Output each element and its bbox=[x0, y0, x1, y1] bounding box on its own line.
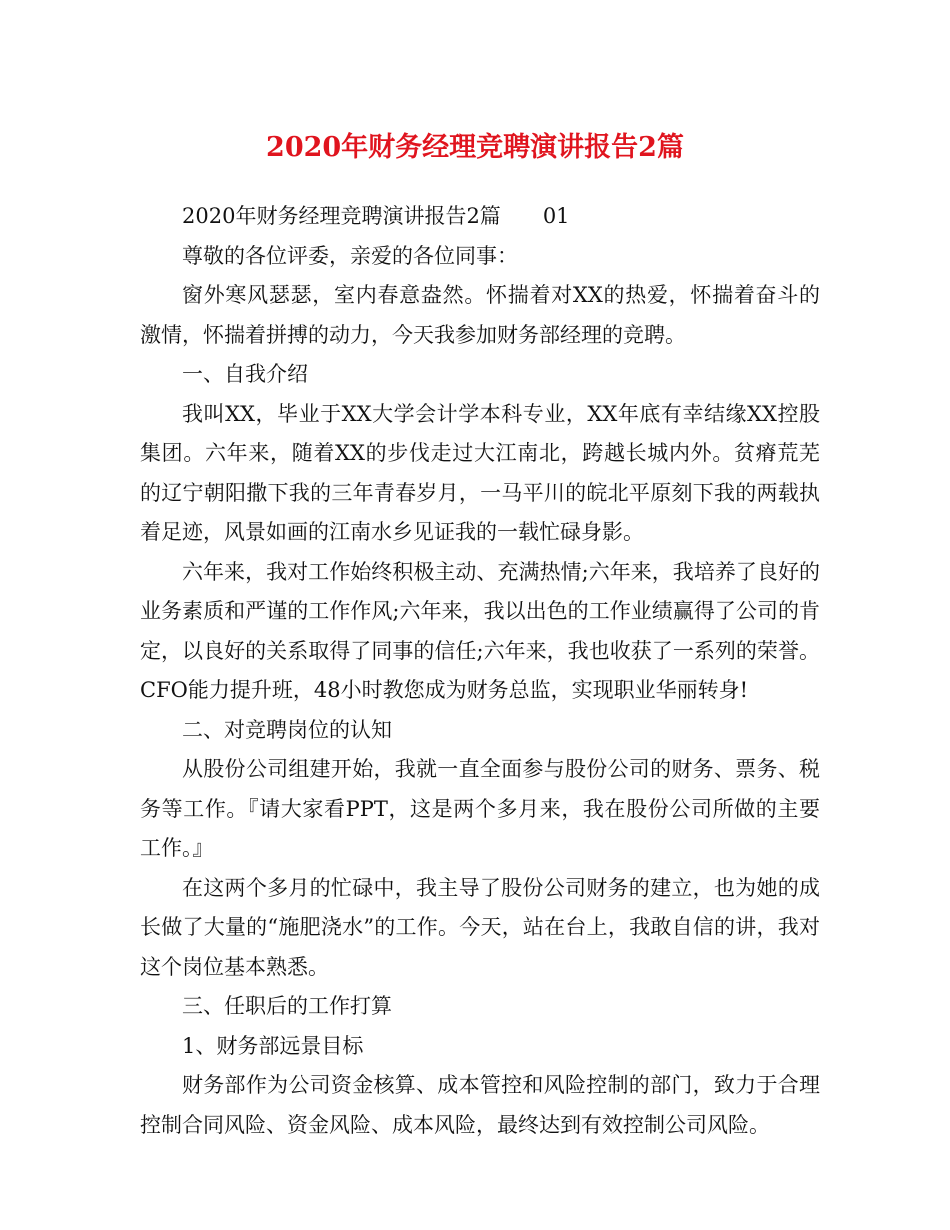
paragraph-two-months: 在这两个多月的忙碌中，我主导了股份公司财务的建立，也为她的成长做了大量的“施肥浇水”的工作。今天，站在台上，我敢自信的讲，我对这个岗位基本熟悉。 bbox=[140, 875, 820, 979]
paragraph-finance-role: 财务部作为公司资金核算、成本管控和风险控制的部门，致力于合理控制合同风险、资金风险、成本风险，最终达到有效控制公司风险。 bbox=[140, 1073, 820, 1137]
subsection-heading-vision: 1、财务部远景目标 bbox=[182, 1033, 364, 1058]
paragraph-opening: 窗外寒风瑟瑟，室内春意盎然。怀揣着对XX的热爱，怀揣着奋斗的激情，怀揣着拼搏的动力，今天我参加财务部经理的竞聘。 bbox=[140, 283, 820, 347]
paragraph-company-work: 从股份公司组建开始，我就一直全面参与股份公司的财务、票务、税务等工作。『请大家看PPT，这是两个多月来，我在股份公司所做的主要工作。』 bbox=[140, 757, 820, 860]
salutation: 尊敬的各位评委，亲爱的各位同事： bbox=[182, 243, 518, 268]
subtitle-line bbox=[140, 197, 820, 237]
section-heading-work-plan: 三、任职后的工作打算 bbox=[182, 994, 392, 1018]
document-title: 2020年财务经理竞聘演讲报告2篇 bbox=[266, 132, 684, 163]
document-body bbox=[140, 197, 820, 1145]
subtitle-text: 2020年财务经理竞聘演讲报告2篇 bbox=[182, 204, 501, 228]
paragraph-six-years: 六年来，我对工作始终积极主动、充满热情;六年来，我培养了良好的业务素质和严谨的工作作风;六年来，我以出色的工作业绩赢得了公司的肯定，以良好的关系取得了同事的信任;六年来，我也收获了一系列的荣誉。CFO能力提升班，48小时教您成为财务总监，实现职业华丽转身! bbox=[140, 559, 820, 702]
subtitle-number: 01 bbox=[542, 204, 570, 228]
paragraph-self-intro: 我叫XX，毕业于XX大学会计学本科专业，XX年底有幸结缘XX控股集团。六年来，随着XX的步伐走过大江南北，跨越长城内外。贫瘠荒芜的辽宁朝阳撒下我的三年青春岁月，一马平川的皖北平原刻下我的两载执着足迹，风景如画的江南水乡见证我的一载忙碌身影。 bbox=[140, 401, 820, 544]
section-heading-self-intro: 一、自我介绍 bbox=[182, 362, 308, 386]
section-heading-position-cognition: 二、对竞聘岗位的认知 bbox=[182, 717, 392, 742]
